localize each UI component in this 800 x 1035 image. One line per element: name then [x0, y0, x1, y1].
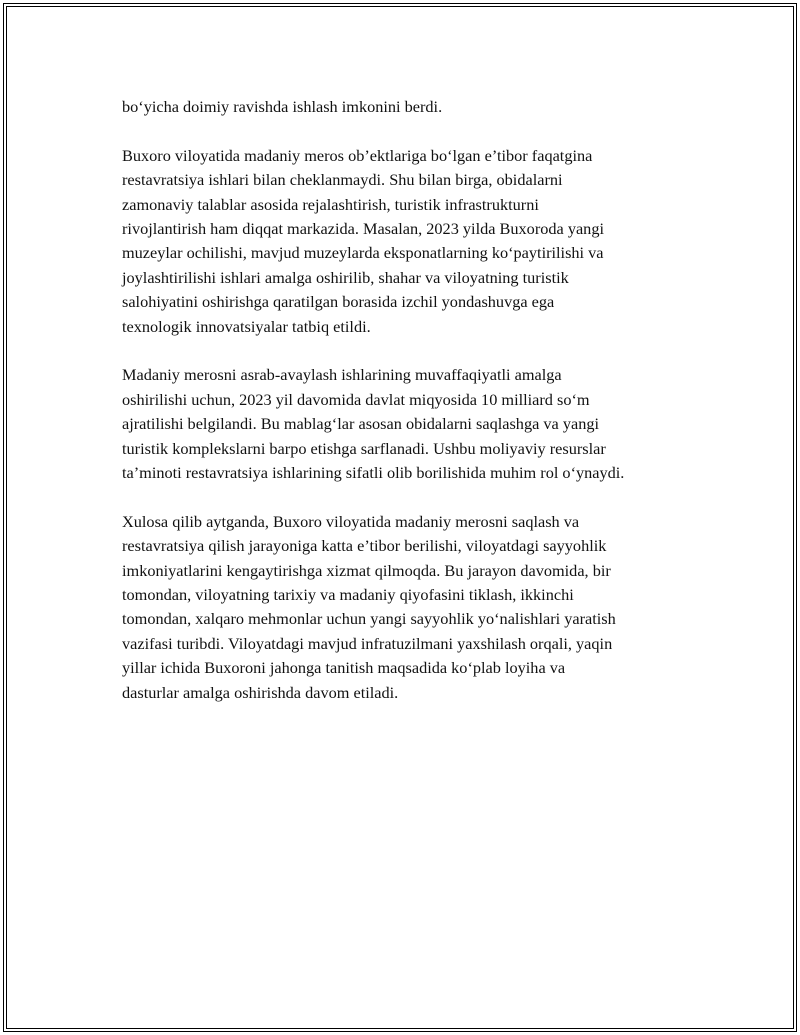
paragraph-continuation: bo‘yicha doimiy ravishda ishlash imkonini berdi. [122, 97, 443, 116]
paragraph-funding: Madaniy merosni asrab-avaylash ishlarining muvaffaqiyatli amalga oshirilishi uchun, 2023 yil davomida davlat miqyosida 10 milliard so‘m ajratilishi belgilandi. Bu mablag‘lar asosan obidalarni saqlashga va yangi turistik komplekslarni barpo etishga sarflanadi. Ushbu moliyaviy resurslar ta’minoti restavratsiya ishlarining sifatli olib borilishida muhim rol o‘ynaydi. [122, 365, 625, 483]
paragraph-heritage-attention: Buxoro viloyatida madaniy meros ob’ektlariga bo‘lgan e’tibor faqatgina restavratsiya ishlari bilan cheklanmaydi. Shu bilan birga, obidalarni zamonaviy talablar asosida rejalashtirish, turistik infrastrukturni rivojlantirish ham diqqat markazida. Masalan, 2023 yilda Buxoroda yangi muzeylar ochilishi, mavjud muzeylarda eksponatlarning ko‘paytirilishi va joylashtirilishi ishlari amalga oshirilib, shahar va viloyatning turistik salohiyatini oshirishga qaratilgan borasida izchil yondashuvga ega texnologik innovatsiyalar tatbiq etildi. [122, 145, 604, 336]
document-page [3, 3, 797, 1032]
paragraph-conclusion: Xulosa qilib aytganda, Buxoro viloyatida madaniy merosni saqlash va restavratsiya qilish jarayoniga katta e’tibor berilishi, viloyatdagi sayyohlik imkoniyatlarini kengaytirishga xizmat qilmoqda. Bu jarayon davomida, bir tomondan, viloyatning tarixiy va madaniy qiyofasini tiklash, ikkinchi tomondan, xalqaro mehmonlar uchun yangi sayyohlik yo‘nalishlari yaratish vazifasi turibdi. Viloyatdagi mavjud infratuzilmani yaxshilash orqali, yaqin yillar ichida Buxoroni jahonga tanitish maqsadida ko‘plab loyiha va dasturlar amalga oshirishda davom etiladi. [122, 511, 616, 702]
document-body [122, 95, 702, 730]
